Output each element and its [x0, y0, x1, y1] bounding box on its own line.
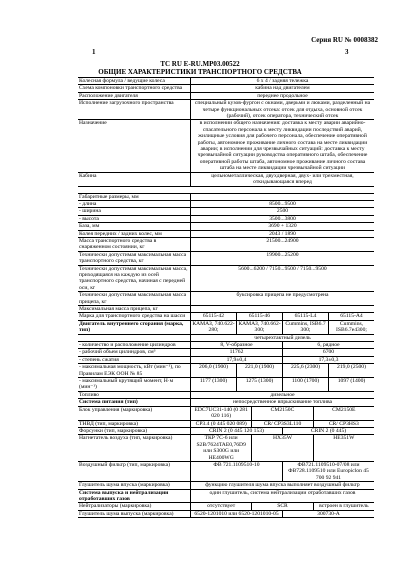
injector-cell: CRIN 2 (0 445)	[310, 427, 347, 434]
engine-cell: КАМАЗ, 740.622-280;	[191, 321, 237, 334]
neutralizer-cell: встроен в глушитель	[319, 503, 369, 510]
row-value: в исполнении общего назначения: доставка к месту аварии аварийно-спасательного персонала к месту ликвидации последствий аварий, жилищные условия для рабочего персонала, обеспечение оперативной работы, автономное проживание личного состава на месте ликвидации аварии; в исполнении для чрезвычайных ситуаций: доставка к месту чрезвычайной ситуации руководства оперативного штаба, обеспечение оперативной работы штаба, автономное проживание личного состава штаба на месте ликвидации чрезвычайной ситуации	[197, 120, 368, 172]
power-cell: 221,0 (1900)	[237, 364, 283, 377]
row-label: Нагнетатель воздуха (тип, маркировка)	[78, 435, 191, 461]
chassis-cell: 65115-L4	[283, 313, 329, 319]
table-row	[78, 85, 374, 92]
row-label: Блок управления (маркировка)	[78, 407, 191, 420]
row-label: Нейтрализаторы (маркировка)	[78, 503, 191, 509]
table-row	[78, 223, 374, 230]
row-value: переднее продольное	[257, 92, 308, 99]
table-row	[78, 306, 374, 313]
row-label: Технически допустимая максимальная масса прицепа, кг	[78, 292, 191, 305]
row-value: функцию глушителя шума впуска выполняет воздушный фильтр	[205, 482, 360, 489]
injector-cell: CRIN 2 (0 445 120 153)	[191, 428, 283, 434]
row-label: - ширина	[78, 208, 191, 214]
row-label: Форсунки (тип, маркировка)	[78, 428, 191, 434]
row-value: четырехтактный дизель	[254, 334, 311, 341]
page-title: ОБЩИЕ ХАРАКТЕРИСТИКИ ТРАНСПОРТНОГО СРЕДСТВА	[98, 68, 302, 76]
neutralizer-cell: отсутствует	[191, 503, 252, 509]
row-value: 2043 / 1890	[269, 230, 296, 237]
row-label: Габаритные размеры, мм	[78, 194, 191, 200]
row-label: - степень сжатия	[78, 357, 191, 363]
torque-cell: 1275 (1300)	[237, 378, 283, 391]
row-value: 2500	[276, 208, 289, 215]
row-label: Марка для транспортного средства на шасси	[78, 313, 191, 319]
compression-cell: 17,9±0,4	[191, 357, 283, 363]
row-value: 3500...3800	[269, 215, 296, 222]
row-label: ТНВД (тип, маркировка)	[78, 421, 191, 427]
table-row	[78, 482, 374, 489]
chassis-cell: 65115-42	[191, 313, 237, 319]
row-value: 5600...6200 / 7150...9500 / 7150...9500	[238, 265, 327, 272]
table-row	[78, 77, 374, 85]
spacer	[78, 187, 374, 194]
table-row	[78, 421, 374, 428]
engine-cell: Cummins, ISB6.7e4300;	[336, 320, 367, 334]
turbo-cell: HE351W	[333, 435, 355, 442]
power-cell: 206,0 (1900)	[191, 364, 237, 377]
table-row	[78, 511, 374, 518]
ecu-cell: EDC7UC31-140 (0 281 020 116)	[191, 407, 252, 420]
row-label	[78, 335, 191, 341]
table-row	[78, 378, 374, 392]
row-value: специальный кузов-фургон с окнами, дверьми и люками, разделенный на четыре функциональных отсека: отсек для отдыха, основной отсек (рабочий), отсек оператора, технический отсек	[194, 100, 371, 120]
row-value: кабина над двигателем	[255, 85, 310, 92]
torque-cell: 1097 (1400)	[337, 378, 366, 385]
ecu-cell: CM2150С	[252, 407, 313, 420]
row-label: Исполнение загрузочного пространства	[78, 100, 191, 119]
torque-cell: 1177 (1300)	[191, 378, 237, 391]
table-row	[78, 321, 374, 335]
row-label: - рабочий объем цилиндров, см³	[78, 349, 191, 355]
pump-cell: CR/ CP3HS3	[328, 420, 359, 427]
row-value	[191, 194, 374, 200]
characteristics-table	[78, 77, 374, 518]
row-label: Система выпуска и нейтрализации отработавших газов	[78, 490, 191, 503]
row-label: Расположение двигателя	[78, 93, 191, 99]
neutralizer-cell: SCR	[252, 503, 313, 509]
table-row	[78, 490, 374, 504]
row-label: - максимальная мощность, кВт (мин⁻¹), по Правилам ЕЭК ООН № 85	[78, 364, 191, 377]
table-row	[78, 335, 374, 342]
row-label: Технически допустимая максимальная масса транспортного средства, кг	[78, 252, 191, 265]
table-row	[78, 100, 374, 120]
row-label: Воздушный фильтр (тип, маркировка)	[78, 462, 191, 481]
engine-cell: КАМАЗ, 740.662-300;	[237, 321, 283, 334]
row-value: 21500...24900	[266, 237, 299, 244]
table-row	[78, 503, 374, 510]
page-number-left: 1	[92, 48, 96, 56]
ecu-cell: CM2150E	[332, 406, 356, 413]
row-value: 3690 + 1320	[268, 223, 297, 230]
row-value: 6 х 4 / задняя тележка	[256, 78, 309, 84]
table-row	[78, 201, 374, 208]
series-number: Серия RU № 0008382	[311, 36, 378, 44]
row-label: - количество и расположение цилиндров	[78, 342, 191, 348]
row-label: Максимальная масса прицепа, кг	[78, 306, 191, 312]
document-number: ТС RU E-RU.MP03.00522	[160, 60, 240, 68]
row-label: База, мм	[78, 223, 191, 229]
table-row	[78, 364, 374, 378]
row-label: Технически допустимая максимальная масса, приходящаяся на каждую из осей транспортного средства, начиная с передней оси, кг	[78, 266, 191, 292]
row-label: Система питания (тип)	[78, 399, 191, 405]
displacement-cell: 6700	[322, 349, 335, 356]
turbo-cell: ТКР 7С-6 или S2B/7624TAE0,76D9 или S300G или НЕ400WG	[191, 435, 252, 461]
table-row	[78, 120, 374, 172]
turbo-cell: HX35W	[252, 435, 313, 461]
page-number-right: 3	[345, 48, 349, 56]
row-label: Колея передних / задних колес, мм	[78, 231, 191, 237]
row-value: 8500...9500	[269, 200, 296, 207]
row-label: Глушитель шума впуска (маркировка)	[78, 482, 191, 488]
row-value: 19900...25200	[266, 251, 299, 258]
row-label: Назначение	[78, 120, 191, 171]
row-value	[191, 306, 374, 312]
displacement-cell: 11762	[191, 349, 283, 355]
chassis-cell: 65115-46	[237, 313, 283, 319]
pump-cell: CR/ CP3S3L110	[252, 421, 313, 427]
table-row	[78, 435, 374, 462]
row-label: Кабина	[78, 173, 191, 186]
layout-cell: 6, рядное	[317, 342, 340, 349]
table-row	[78, 313, 374, 320]
row-value: буксировка прицепа не предусмотрена	[236, 292, 329, 299]
row-label: Колесная формула / ведущие колеса	[78, 78, 191, 84]
table-row	[78, 399, 374, 406]
pump-cell: CP3.4 (0 445 020 089)	[191, 421, 252, 427]
row-label: - высота	[78, 216, 191, 222]
table-row	[78, 173, 374, 187]
silencer-cell: 6520-1201010 или 6520-1201010-05	[191, 511, 283, 517]
row-label: - длина	[78, 201, 191, 207]
chassis-cell: 65115-A4	[340, 313, 363, 320]
row-label: Двигатель внутреннего сгорания (марка, тип)	[78, 321, 191, 334]
table-row	[78, 292, 374, 306]
row-value: один глушитель, система нейтрализации отработавших газов	[209, 489, 356, 496]
row-label: Масса транспортного средства в снаряженном состоянии, кг	[78, 238, 191, 251]
table-row	[78, 407, 374, 421]
row-label: Глушитель шума выпуска (маркировка)	[78, 511, 191, 517]
table-row	[78, 208, 374, 215]
table-row	[78, 252, 374, 266]
compression-cell: 17,3±0,3	[318, 356, 339, 363]
row-label: Схема компоновки транспортного средства	[78, 85, 191, 91]
table-row	[78, 231, 374, 238]
power-cell: 225,6 (2300)	[283, 364, 329, 377]
filter-cell: ФВ721.1109510-07/08 или ФВ728.1109510 или Europiclon 45 700 92 941	[288, 461, 369, 481]
row-value: дизельное	[270, 391, 295, 398]
row-value: цельнометаллическая, двухдверная, двух- или трехместная, откидывающаяся вперед	[211, 172, 354, 186]
table-row	[78, 462, 374, 482]
table-row	[78, 349, 374, 356]
layout-cell: 8, V-образное	[191, 342, 283, 348]
row-value: непосредственное впрыскивание топлива	[233, 399, 332, 406]
row-label: Топливо	[78, 392, 191, 398]
table-row	[78, 266, 374, 293]
row-label: - максимальный крутящий момент, Н·м (мин⁻¹)	[78, 378, 191, 391]
torque-cell: 1100 (1700)	[283, 378, 329, 391]
silencer-cell: 300730-А	[317, 510, 340, 517]
table-row	[78, 238, 374, 252]
power-cell: 219,0 (2500)	[337, 364, 366, 371]
table-row	[78, 216, 374, 223]
table-row	[78, 194, 374, 201]
filter-cell: ФВ 721.1109510-10	[191, 462, 283, 481]
engine-cell: Cummins, ISB6.7 300;	[283, 321, 329, 334]
